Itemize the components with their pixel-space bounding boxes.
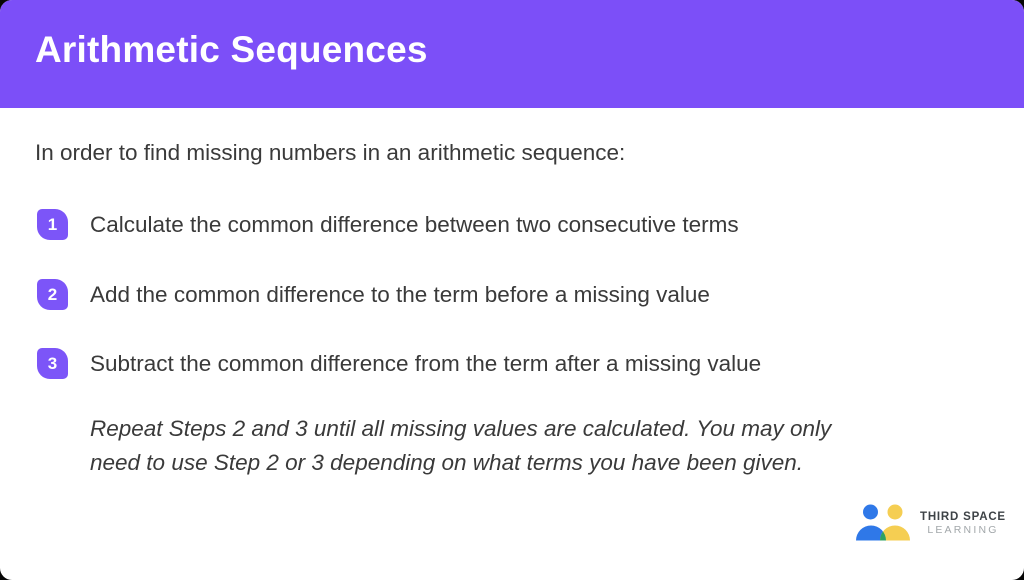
step-3-badge: 3 (37, 348, 68, 379)
step-3-text: Subtract the common difference from the term after a missing value (90, 350, 762, 376)
logo-text-line2: LEARNING (927, 523, 999, 536)
logo-wordmark (920, 511, 1006, 536)
third-space-learning-logo (856, 504, 1006, 542)
logo-text-line1: THIRD SPACE (920, 510, 1006, 523)
header-banner (0, 0, 1024, 108)
step-2-badge: 2 (37, 279, 68, 310)
step-row-3 (37, 348, 761, 379)
step-2-text: Add the common difference to the term before a missing value (90, 281, 710, 307)
note-line-2: need to use Step 2 or 3 depending on what terms you have been given. (90, 450, 804, 475)
page-title: Arithmetic Sequences (35, 29, 428, 70)
step-1-text: Calculate the common difference between two consecutive terms (90, 211, 739, 237)
note-text (90, 412, 831, 480)
step-1-badge: 1 (37, 209, 68, 240)
intro-text: In order to find missing numbers in an arithmetic sequence: (35, 140, 626, 165)
logo-mark-icon (856, 504, 910, 542)
step-row-2 (37, 279, 710, 310)
step-row-1 (37, 209, 739, 240)
note-line-1: Repeat Steps 2 and 3 until all missing values are calculated. You may only (90, 416, 832, 441)
